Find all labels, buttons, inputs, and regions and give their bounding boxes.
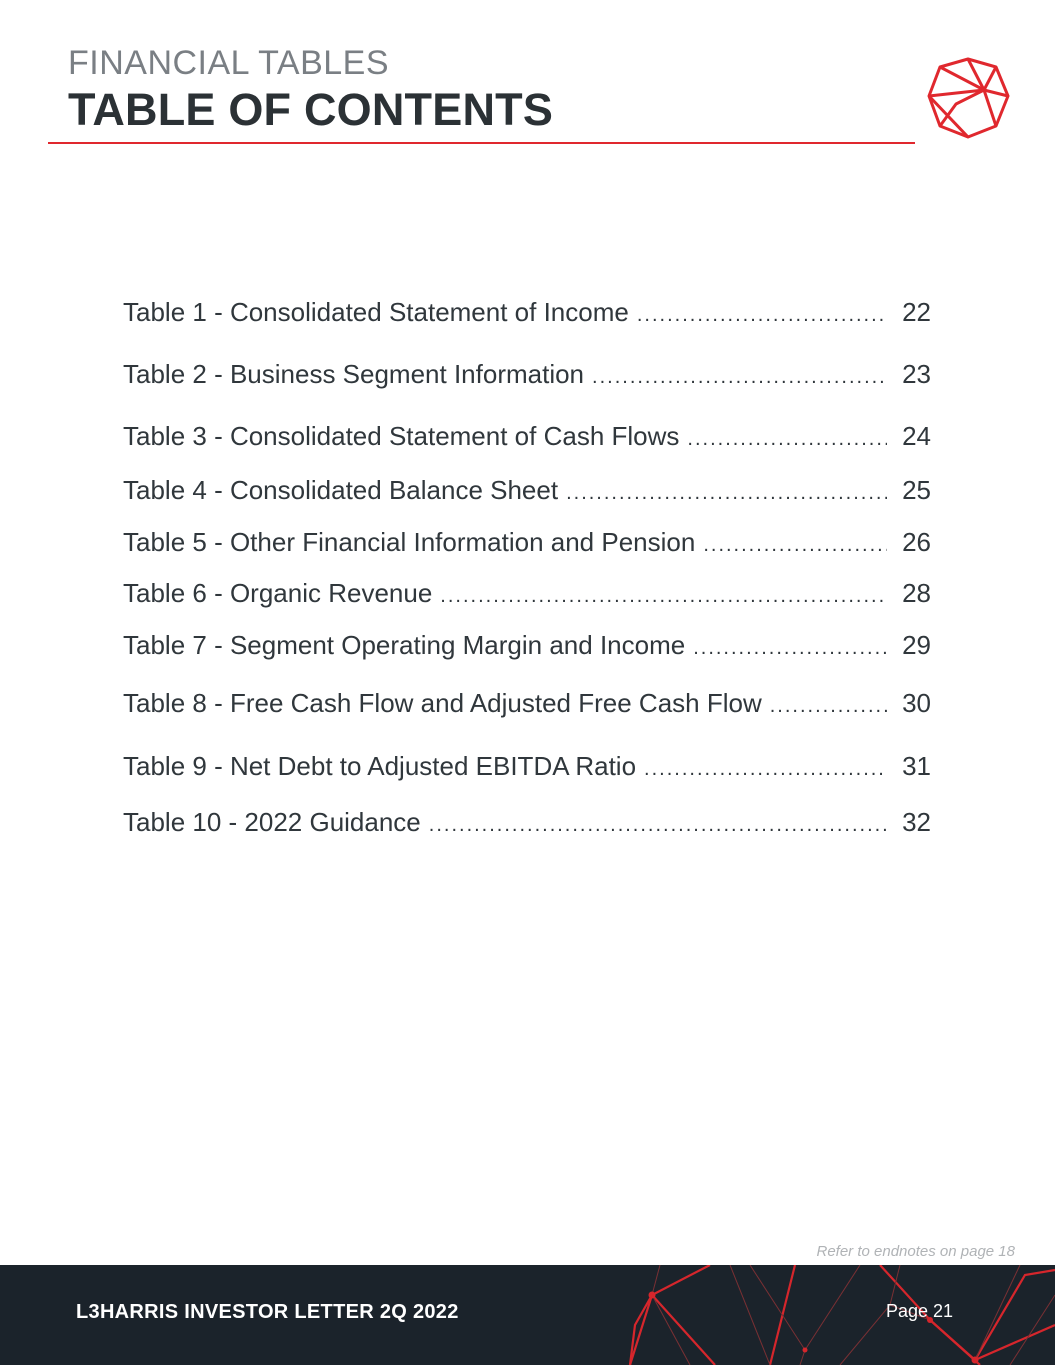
toc-entry[interactable] xyxy=(123,527,931,561)
header-section-label: FINANCIAL TABLES xyxy=(68,44,390,82)
network-lines-decoration-icon xyxy=(600,1265,1055,1365)
toc-entry-page: 32 xyxy=(902,807,931,837)
toc-entry-label: Table 1 - Consolidated Statement of Income xyxy=(123,297,629,327)
toc-entry-page: 28 xyxy=(902,578,931,608)
toc-entry[interactable] xyxy=(123,751,931,785)
page-title: TABLE OF CONTENTS xyxy=(68,84,554,135)
toc-entry[interactable] xyxy=(123,807,931,841)
toc-entry-page: 26 xyxy=(902,527,931,557)
toc-entry-page: 23 xyxy=(902,359,931,389)
toc-leader-dots xyxy=(637,304,887,327)
footer-document-title: L3HARRIS INVESTOR LETTER 2Q 2022 xyxy=(76,1301,459,1323)
endnote-reference: Refer to endnotes on page 18 xyxy=(816,1243,1015,1260)
toc-leader-dots xyxy=(592,366,887,389)
toc-entry-label: Table 2 - Business Segment Information xyxy=(123,359,585,389)
toc-entry[interactable] xyxy=(123,421,931,455)
page-number: Page 21 xyxy=(886,1301,954,1321)
toc-entry-page: 29 xyxy=(902,630,931,660)
toc-entry[interactable] xyxy=(123,578,931,612)
footer-bar xyxy=(0,1265,1055,1365)
toc-entry-page: 31 xyxy=(902,751,931,781)
toc-entry[interactable] xyxy=(123,359,931,393)
toc-leader-dots xyxy=(440,585,887,608)
toc-entry-page: 25 xyxy=(902,475,931,505)
toc-leader-dots xyxy=(644,758,887,781)
header-divider xyxy=(48,142,915,144)
toc-entry-page: 22 xyxy=(902,297,931,327)
toc-entry[interactable] xyxy=(123,475,931,509)
toc-entry-label: Table 9 - Net Debt to Adjusted EBITDA Ratio xyxy=(123,751,637,781)
toc-entry-label: Table 4 - Consolidated Balance Sheet xyxy=(123,475,559,505)
toc-leader-dots xyxy=(429,814,887,837)
toc-leader-dots xyxy=(703,534,887,557)
toc-leader-dots xyxy=(566,482,887,505)
toc-entry-label: Table 6 - Organic Revenue xyxy=(123,578,433,608)
toc-entry[interactable] xyxy=(123,630,931,664)
toc-entry-label: Table 3 - Consolidated Statement of Cash Flows xyxy=(123,421,680,451)
toc-leader-dots xyxy=(693,637,887,660)
toc-entry-label: Table 8 - Free Cash Flow and Adjusted Free Cash Flow xyxy=(123,688,762,718)
geodesic-sphere-logo-icon xyxy=(926,56,1010,140)
toc-entry-page: 24 xyxy=(902,421,931,451)
toc-entry-label: Table 10 - 2022 Guidance xyxy=(123,807,421,837)
toc-entry[interactable] xyxy=(123,297,931,331)
toc-entry-label: Table 7 - Segment Operating Margin and Income xyxy=(123,630,686,660)
toc-entry[interactable] xyxy=(123,688,931,722)
toc-entry-page: 30 xyxy=(902,688,931,718)
toc-leader-dots xyxy=(770,695,887,718)
toc-entry-label: Table 5 - Other Financial Information and Pension xyxy=(123,527,696,557)
toc-leader-dots xyxy=(687,428,887,451)
